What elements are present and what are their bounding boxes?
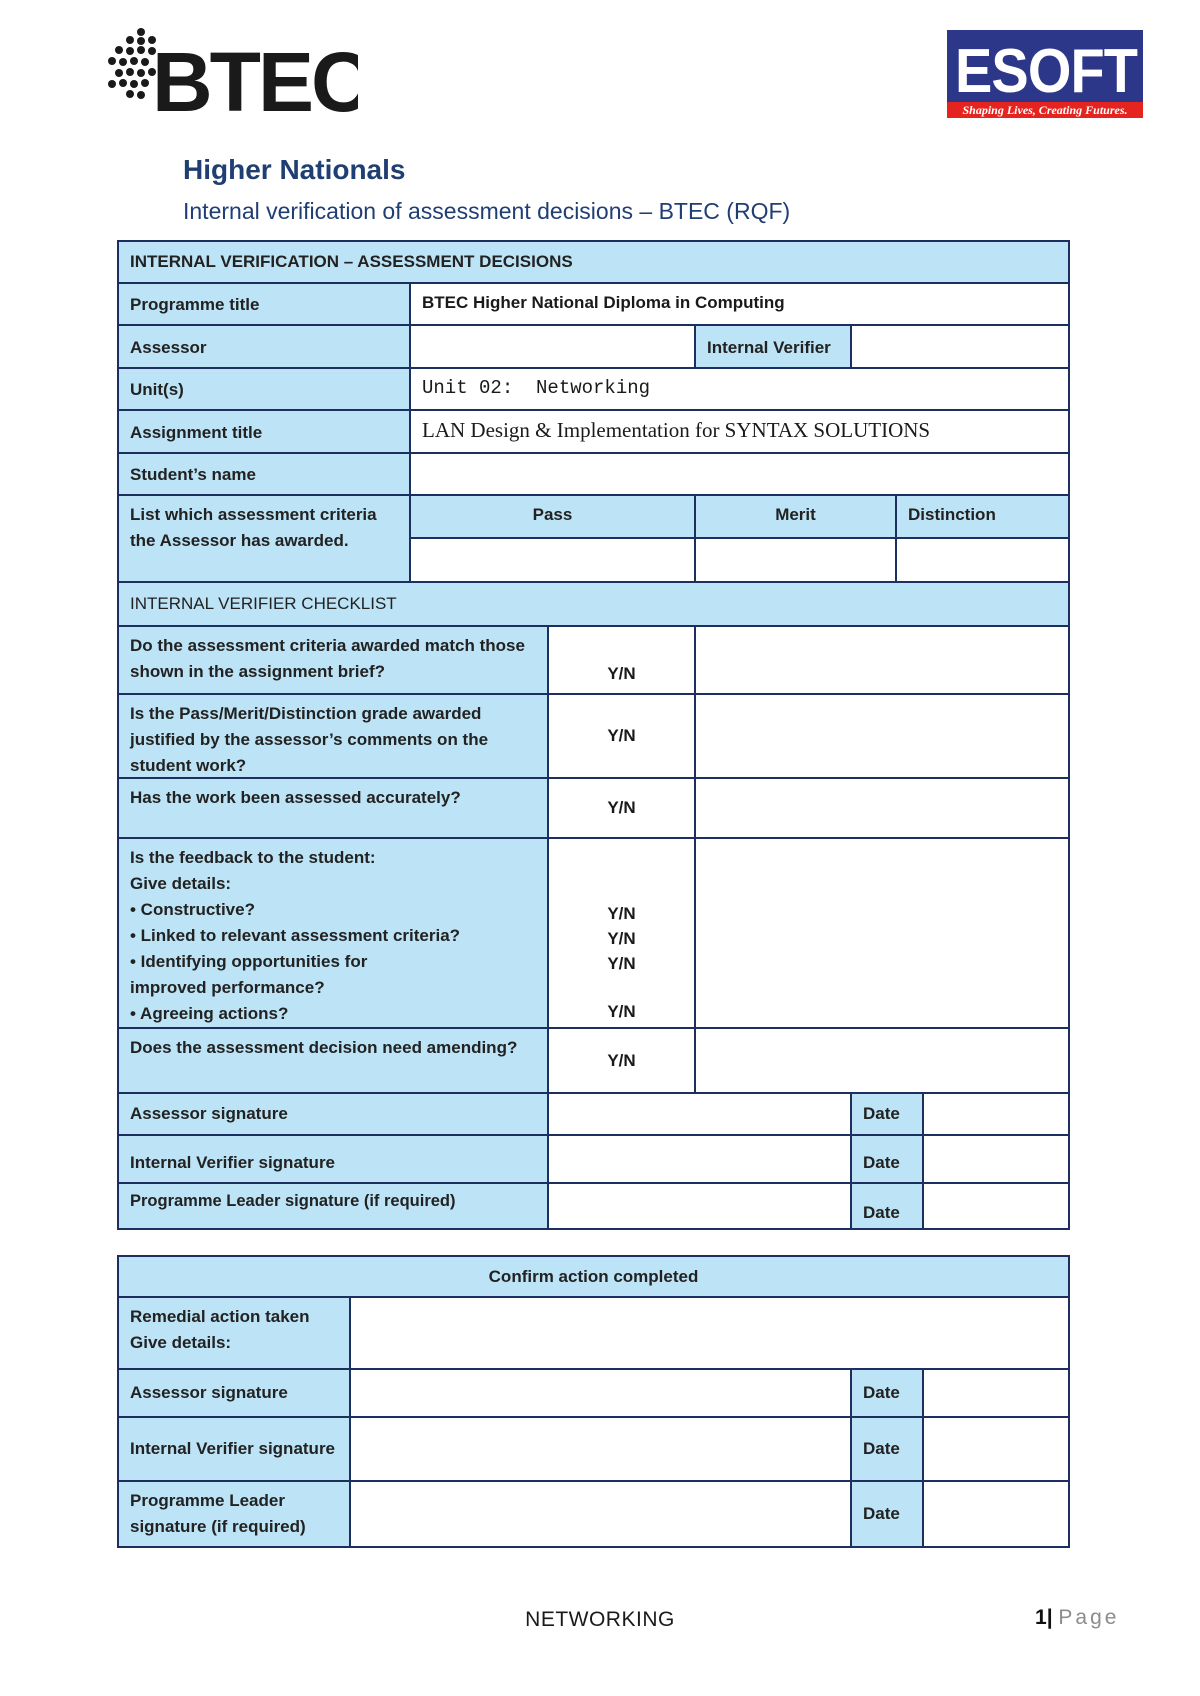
date-label: Date: [850, 1416, 924, 1482]
date-field[interactable]: [922, 1416, 1070, 1482]
units-label: Unit(s): [117, 367, 411, 411]
checklist-yn[interactable]: [547, 1027, 696, 1094]
student-name-label: Student’s name: [117, 452, 411, 496]
programme-title-field[interactable]: BTEC Higher National Diploma in Computing: [409, 282, 1070, 326]
yn-answer: Y/N: [607, 798, 636, 817]
date-label: Date: [850, 1134, 924, 1184]
date-field[interactable]: [922, 1182, 1070, 1230]
yn-answer: Y/N: [607, 904, 636, 923]
checklist-yn[interactable]: [547, 693, 696, 779]
criteria-distinction-field[interactable]: [895, 537, 1070, 583]
assessor-signature-field[interactable]: [547, 1092, 852, 1136]
criteria-merit-field[interactable]: [694, 537, 897, 583]
checklist-yn[interactable]: [547, 777, 696, 839]
remedial-action-label: Remedial action taken Give details:: [117, 1296, 351, 1370]
esoft-logo-text: ESOFT: [955, 37, 1139, 106]
page-title: Higher Nationals: [183, 154, 406, 185]
programme-title-label: Programme title: [117, 282, 411, 326]
assessor-field[interactable]: [409, 324, 696, 369]
confirm-programme-leader-signature-field[interactable]: [349, 1480, 852, 1548]
remedial-action-field[interactable]: [349, 1296, 1070, 1370]
assignment-title-label: Assignment title: [117, 409, 411, 454]
date-field[interactable]: [922, 1092, 1070, 1136]
btec-logo-text: BTEC: [152, 35, 358, 118]
yn-answer: Y/N: [607, 1050, 636, 1070]
programme-leader-signature-field[interactable]: [547, 1182, 852, 1230]
yn-answer: Y/N: [607, 1002, 636, 1021]
footer-title: NETWORKING: [525, 1608, 675, 1631]
internal-verifier-signature-label: Internal Verifier signature: [117, 1134, 549, 1184]
date-label: Date: [850, 1368, 924, 1418]
checklist-yn[interactable]: [547, 837, 696, 1029]
page-subtitle: Internal verification of assessment decisions – BTEC (RQF): [183, 198, 791, 224]
date-label: Date: [850, 1092, 924, 1136]
checklist-question: Is the feedback to the student: Give details: • Constructive? • Linked to relevant assessment criteria? • Identifying opportunities for improved performance? • Agreeing actions?: [117, 837, 549, 1029]
confirm-internal-verifier-signature-label: Internal Verifier signature: [117, 1416, 351, 1482]
checklist-comment-field[interactable]: [694, 625, 1070, 695]
checklist-question: Is the Pass/Merit/Distinction grade awarded justified by the assessor’s comments on the student work?: [117, 693, 549, 779]
assessor-signature-label: Assessor signature: [117, 1092, 549, 1136]
student-name-field[interactable]: [409, 452, 1070, 496]
units-field[interactable]: Unit 02: Networking: [409, 367, 1070, 411]
internal-verifier-field[interactable]: [850, 324, 1070, 369]
criteria-label: List which assessment criteria the Assessor has awarded.: [117, 494, 411, 583]
page-word: Page: [1058, 1606, 1120, 1629]
page-number: [1035, 1606, 1119, 1630]
confirm-programme-leader-signature-label: Programme Leader signature (if required): [117, 1480, 351, 1548]
checklist-heading: INTERNAL VERIFIER CHECKLIST: [117, 581, 1070, 627]
criteria-merit-header: Merit: [694, 494, 897, 539]
esoft-logo: [947, 30, 1143, 118]
checklist-comment-field[interactable]: [694, 693, 1070, 779]
confirm-assessor-signature-label: Assessor signature: [117, 1368, 351, 1418]
page-separator: |: [1046, 1606, 1053, 1629]
assignment-title-field[interactable]: LAN Design & Implementation for SYNTAX SOLUTIONS: [409, 409, 1070, 454]
date-field[interactable]: [922, 1368, 1070, 1418]
checklist-question: Does the assessment decision need amending?: [117, 1027, 549, 1094]
confirm-heading: Confirm action completed: [117, 1255, 1070, 1298]
page-number-value: 1: [1035, 1606, 1047, 1629]
criteria-pass-field[interactable]: [409, 537, 696, 583]
btec-logo: [108, 28, 358, 118]
checklist-yn[interactable]: [547, 625, 696, 695]
esoft-tagline: Shaping Lives, Creating Futures.: [962, 103, 1128, 117]
checklist-comment-field[interactable]: [694, 1027, 1070, 1094]
checklist-question: Do the assessment criteria awarded match those shown in the assignment brief?: [117, 625, 549, 695]
btec-dots-icon: [108, 28, 358, 118]
date-label: Date: [850, 1182, 924, 1230]
criteria-pass-header: Pass: [409, 494, 696, 539]
date-field[interactable]: [922, 1480, 1070, 1548]
internal-verifier-signature-field[interactable]: [547, 1134, 852, 1184]
confirm-assessor-signature-field[interactable]: [349, 1368, 852, 1418]
checklist-question: Has the work been assessed accurately?: [117, 777, 549, 839]
checklist-comment-field[interactable]: [694, 777, 1070, 839]
yn-answer: Y/N: [607, 929, 636, 948]
date-field[interactable]: [922, 1134, 1070, 1184]
checklist-comment-field[interactable]: [694, 837, 1070, 1029]
criteria-distinction-header: Distinction: [895, 494, 1070, 539]
yn-answer: Y/N: [607, 664, 636, 683]
confirm-internal-verifier-signature-field[interactable]: [349, 1416, 852, 1482]
internal-verifier-label: Internal Verifier: [694, 324, 852, 369]
yn-answer: Y/N: [607, 726, 636, 745]
date-label: Date: [850, 1480, 924, 1548]
assessor-label: Assessor: [117, 324, 411, 369]
iv-heading: INTERNAL VERIFICATION – ASSESSMENT DECISIONS: [117, 240, 1070, 284]
programme-leader-signature-label: Programme Leader signature (if required): [117, 1182, 549, 1230]
yn-answer: Y/N: [607, 954, 636, 973]
